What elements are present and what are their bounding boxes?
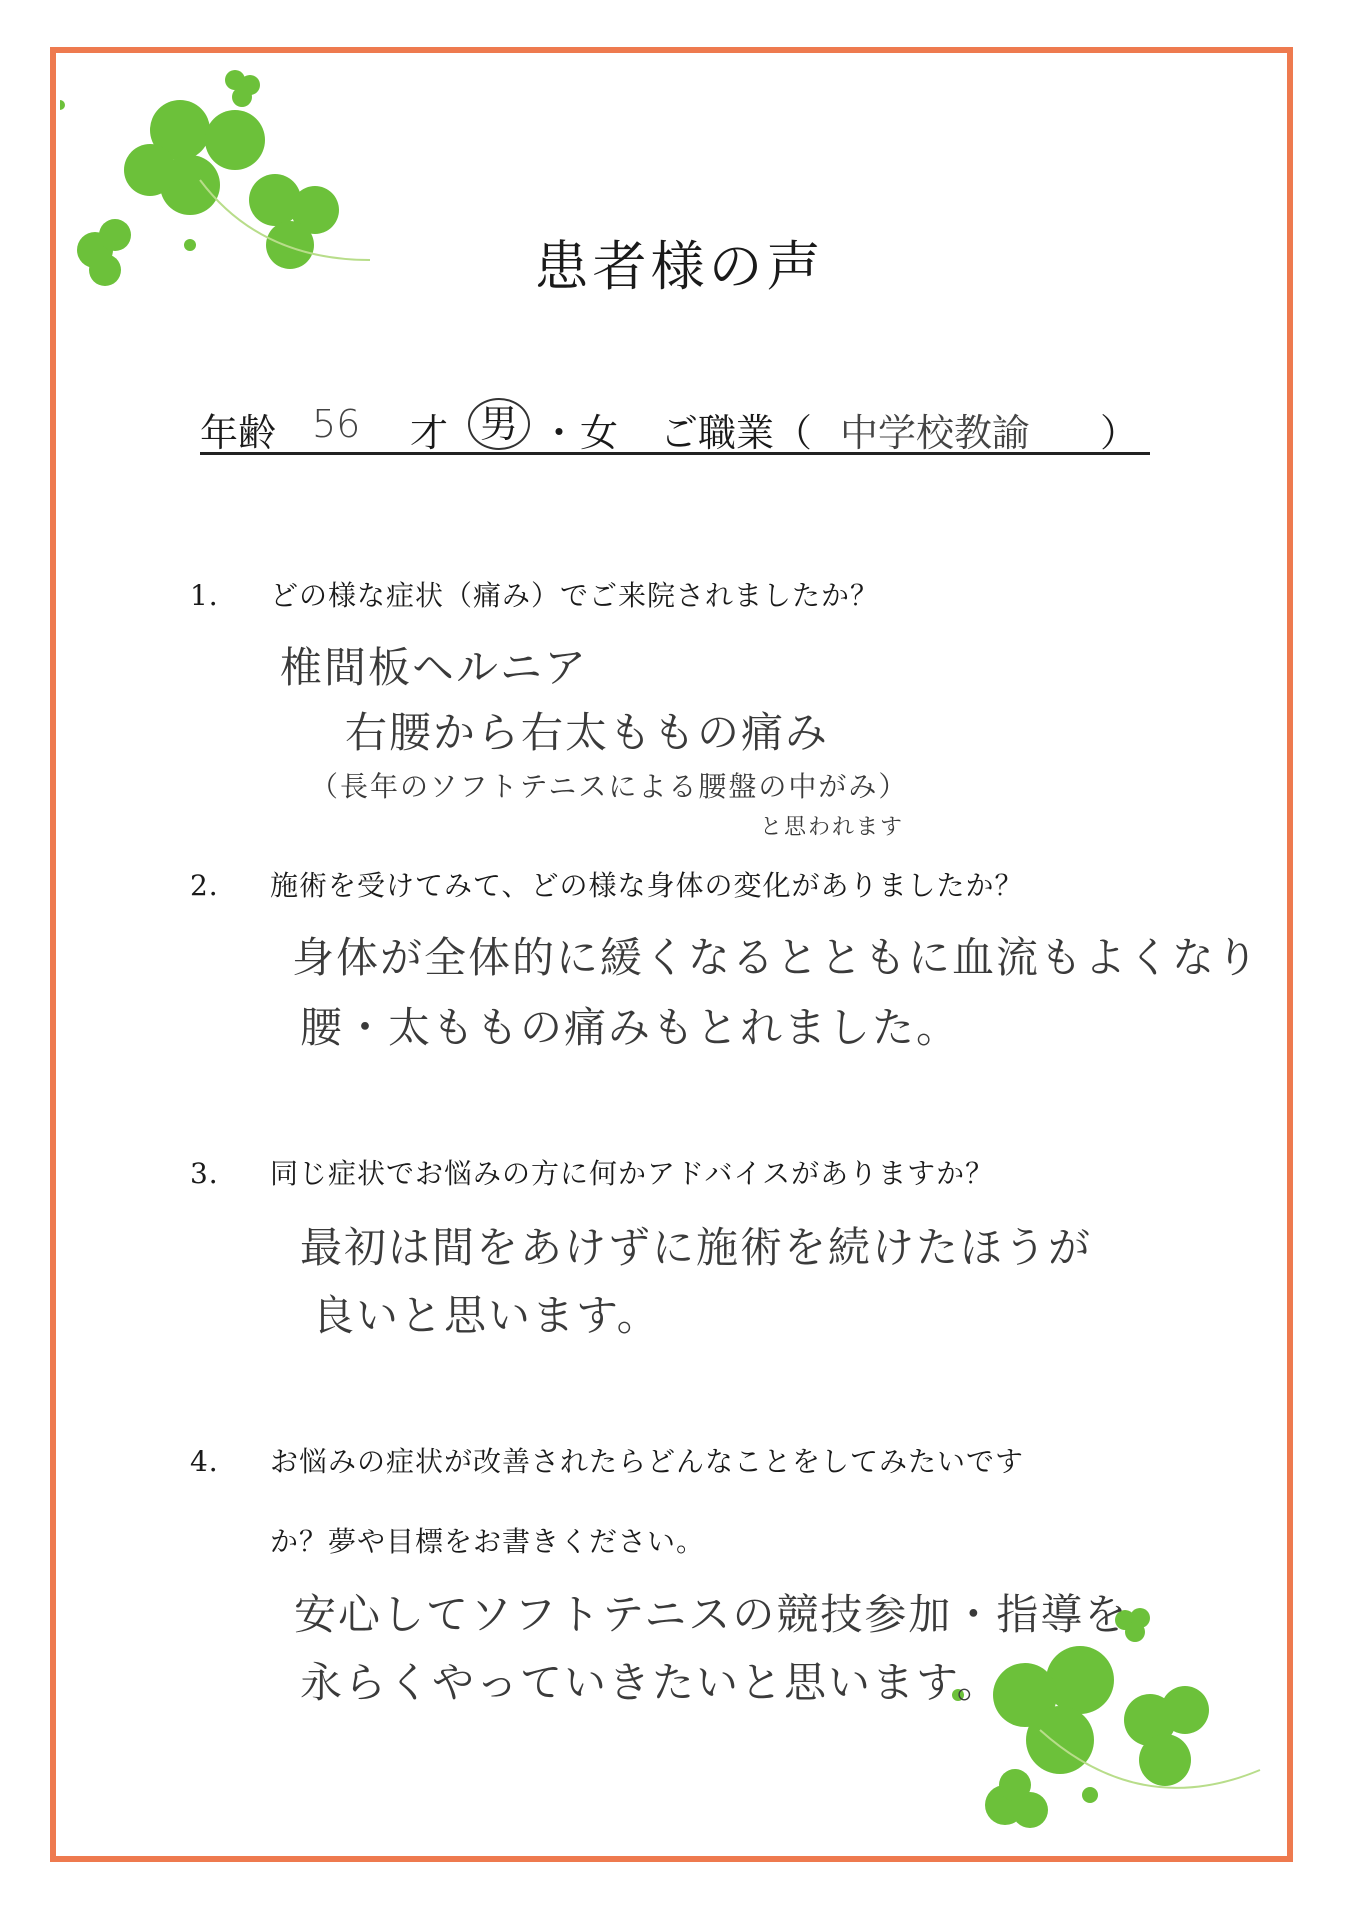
age-label: 年齢: [200, 411, 277, 455]
question-number: 2．: [190, 869, 238, 902]
answer-3-line-2: 良いと思います。: [312, 1291, 661, 1340]
answer-1-line-1: 椎間板ヘルニア: [280, 643, 589, 692]
question-number: 1．: [190, 579, 238, 612]
answer-4-line-1: 安心してソフトテニスの競技参加・指導を: [294, 1590, 1129, 1639]
question-number: 3．: [190, 1157, 238, 1190]
answer-2-line-1: 身体が全体的に緩くなるとともに血流もよくなり: [292, 933, 1261, 982]
question-text: 同じ症状でお悩みの方に何かアドバイスがありますか？: [270, 1157, 995, 1190]
gender-separator: ・: [540, 411, 579, 455]
profile-line: [200, 402, 1150, 455]
answer-1-line-2: 右腰から右太ももの痛み: [345, 708, 830, 757]
question-text-line-2: か？夢や目標をお書きください。: [270, 1525, 706, 1558]
question-number: 4．: [190, 1445, 238, 1478]
occupation-value: 中学校教諭: [840, 411, 1031, 455]
answer-1-line-3: （長年のソフトテニスによる腰盤の中がみ）: [310, 770, 909, 803]
gender-male-circled: 男: [468, 398, 530, 450]
age-value: 56: [312, 402, 361, 446]
question-text: どの様な症状（痛み）でご来院されましたか？: [270, 579, 880, 612]
answer-1-line-4: と思われます: [760, 815, 905, 840]
question-text: 施術を受けてみて、どの様な身体の変化がありましたか？: [270, 869, 1024, 902]
occupation-label: ご職業（: [660, 411, 813, 455]
answer-2-line-2: 腰・太ももの痛みもとれました。: [300, 1003, 961, 1052]
occupation-close: ）: [1100, 411, 1139, 455]
age-unit: 才: [410, 411, 449, 455]
question-text-line-1: お悩みの症状が改善されたらどんなことをしてみたいです: [270, 1445, 1025, 1478]
answer-3-line-1: 最初は間をあけずに施術を続けたほうが: [300, 1223, 1093, 1272]
gender-female: 女: [580, 411, 619, 455]
answer-4-line-2: 永らくやっていきたいと思います。: [300, 1658, 1001, 1707]
page-title: 患者様の声: [534, 235, 825, 298]
